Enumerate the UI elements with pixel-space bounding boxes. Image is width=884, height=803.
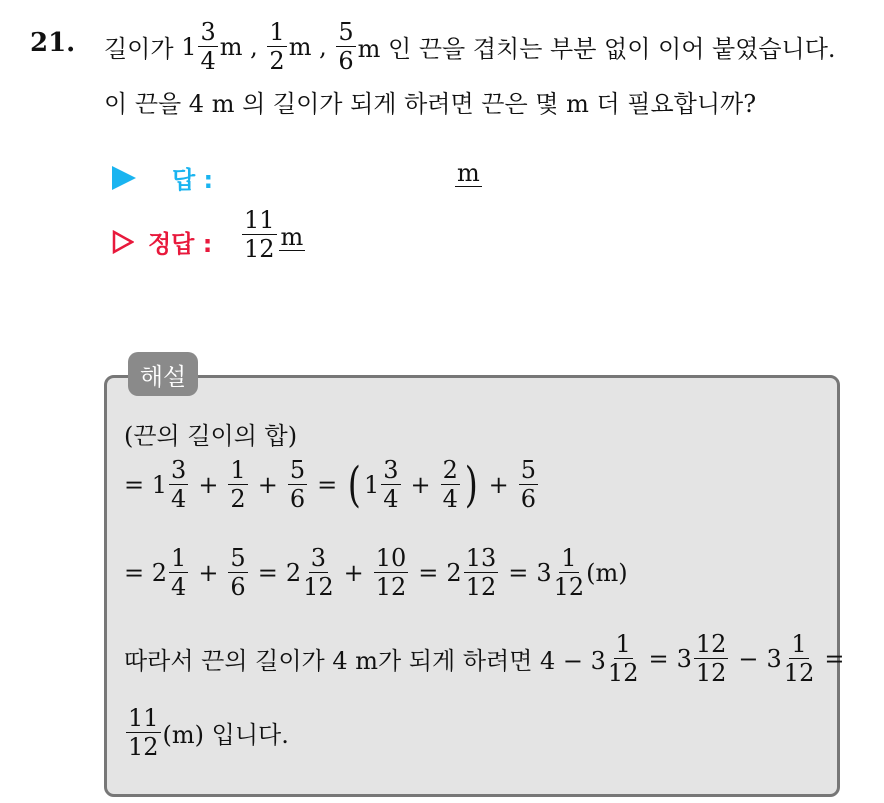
answer-label: 답 : (172, 166, 214, 194)
explanation-title: (끈의 길이의 합) (124, 422, 298, 450)
fraction: $\frac{1}{2}$ (230, 456, 246, 513)
fraction: $\frac{3}{4}$ (171, 456, 187, 513)
fraction: $\frac{11}{12}$ (128, 704, 159, 761)
fraction: $\frac{5}{6}$ (289, 456, 306, 513)
fraction: $\frac{1}{12}$ (553, 544, 585, 601)
fraction: $\frac{2}{4}$ (442, 456, 458, 513)
fraction: $\frac{1}{12}$ (783, 630, 815, 687)
problem-line-1 (104, 20, 836, 73)
fraction: $\frac{3}{4}$ (200, 18, 216, 75)
problem-line-2: 이 끈을 4 m 의 길이가 되게 하려면 끈은 몇 m 더 필요합니까? (104, 90, 757, 118)
fraction: $\frac{1}{12}$ (607, 630, 639, 687)
play-outline-icon (112, 230, 134, 254)
correct-answer-row (112, 224, 212, 259)
fraction: $\frac{1}{2}$ (269, 18, 285, 75)
answer-row (112, 160, 213, 195)
explanation-final: $\frac{11}{12}$ (m) 입니다. (128, 704, 289, 761)
correct-answer-value (240, 208, 305, 261)
fraction: $\frac{13}{12}$ (465, 544, 497, 601)
fraction: $\frac{5}{6}$ (338, 18, 354, 75)
fraction: $\frac{5}{6}$ (520, 456, 537, 513)
fraction: $\frac{10}{12}$ (375, 544, 407, 601)
explanation-equation-2: = 2 $\frac{1}{4}$ + $\frac{5}{6}$ = 2 $\frac{3}{12}$ + $\frac{10}{12}$ = 2 $\frac{13}{12}$ = 3 $\frac{1}{12}$ (m) (124, 544, 628, 601)
fraction: $\frac{3}{4}$ (383, 456, 399, 513)
fraction: $\frac{3}{12}$ (303, 544, 334, 601)
problem-number: 21. (30, 28, 76, 58)
explanation-tab: 해설 (128, 352, 198, 396)
unit-text: m , (219, 32, 258, 61)
fraction: $\frac{5}{6}$ (230, 544, 246, 601)
play-filled-icon (112, 166, 136, 190)
fraction: $\frac{12}{12}$ (695, 630, 727, 687)
explanation-conclusion: 따라서 끈의 길이가 4 m가 되게 하려면 4 − 3 $\frac{1}{12}$ = 3 $\frac{12}{12}$ − 3 $\frac{1}{12}$ = (124, 630, 845, 687)
correct-answer-label: 정답 : (148, 230, 213, 258)
answer-unit: m (457, 159, 480, 187)
explanation-equation-1: = 1 $\frac{3}{4}$ + $\frac{1}{2}$ + $\frac{5}{6}$ = ( 1 $\frac{3}{4}$ + $\frac{2}{4}$ ) + $\frac{5}{6}$ (124, 456, 537, 513)
fraction: $\frac{11}{12}$ (244, 206, 275, 263)
problem-text-start: 길이가 (104, 35, 174, 63)
correct-answer-unit: m (280, 222, 304, 251)
mixed-whole: 1 (181, 32, 197, 61)
fraction: $\frac{1}{4}$ (171, 544, 187, 601)
unit-text: m , (288, 32, 327, 61)
problem-text-end: m 인 끈을 겹치는 부분 없이 이어 붙였습니다. (357, 35, 836, 63)
answer-field[interactable] (455, 160, 482, 187)
